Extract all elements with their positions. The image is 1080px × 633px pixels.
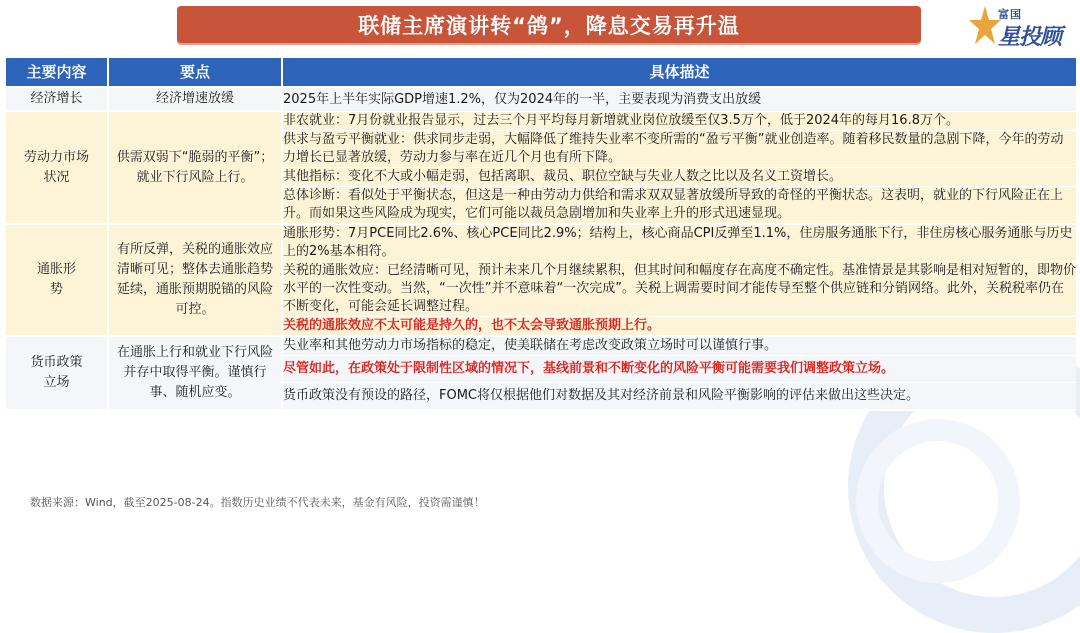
- inflation-desc-overview: 通胀形势：7月PCE同比2.6%、核心PCE同比2.9%；结构上，核心商品CPI反弹至1.1%，住房服务通胀下行，非住房核心服务通胀与历史上的2%基本相符。: [283, 225, 1076, 262]
- summary-table: [6, 58, 1076, 411]
- header-description: 具体描述: [283, 58, 1076, 88]
- logo-main-text: 星投顾: [998, 25, 1062, 50]
- inflation-desc-highlight: 关税的通胀效应不太可能是持久的，也不太会导致通胀预期上行。: [283, 317, 1076, 337]
- header-main-content: 主要内容: [6, 58, 109, 88]
- row-label-monetary: 货币政策立场: [6, 337, 109, 411]
- labor-desc-diagnosis: 总体诊断：看似处于平衡状态，但这是一种由劳动力供给和需求双双显著放缓所导致的奇怪的平衡状态。这表明，就业的下行风险正在上升。而如果这些风险成为现实，它们可能以裁员急剧增加和失业率上升的形式迅速显现。: [283, 187, 1076, 225]
- row-point-monetary: 在通胀上行和就业下行风险并存中取得平衡。谨慎行事、随机应变。: [109, 337, 283, 411]
- star-icon: [968, 4, 1002, 50]
- decorative-ring: [856, 419, 1020, 583]
- monetary-desc-fomc: 货币政策没有预设的路径，FOMC将仅根据他们对数据及其对经济前景和风险平衡影响的评估来做出这些决定。: [283, 383, 1076, 411]
- header-key-points: 要点: [109, 58, 283, 88]
- table-row-inflation: [6, 225, 1076, 262]
- data-source-footnote: 数据来源：Wind，截至2025-08-24。指数历史业绩不代表未来，基金有风险，投资需谨慎！: [30, 496, 485, 509]
- page-title: 联储主席演讲转“鸽”，降息交易再升温: [177, 6, 921, 43]
- economy-desc: 2025年上半年实际GDP增速1.2%，仅为2024年的一半，主要表现为消费支出放缓: [283, 88, 1076, 112]
- brand-logo: [968, 4, 1068, 52]
- labor-desc-nonfarm: 非农就业：7月份就业报告显示，过去三个月平均每月新增就业岗位放缓至仅3.5万个，低于2024年的每月16.8万个。: [283, 112, 1076, 131]
- row-point-inflation: 有所反弹，关税的通胀效应清晰可见；整体去通胀趋势延续，通胀预期脱锚的风险可控。: [109, 225, 283, 337]
- row-label-labor: 劳动力市场状况: [6, 112, 109, 225]
- table-row-labor: [6, 112, 1076, 131]
- monetary-desc-highlight: 尽管如此，在政策处于限制性区域的情况下，基线前景和不断变化的风险平衡可能需要我们调整政策立场。: [283, 356, 1076, 383]
- table-row-monetary: [6, 337, 1076, 356]
- table-header-row: [6, 58, 1076, 88]
- logo-top-text: 富国: [998, 8, 1022, 21]
- row-label-inflation: 通胀形势: [6, 225, 109, 337]
- inflation-desc-tariff: 关税的通胀效应：已经清晰可见，预计未来几个月继续累积，但其时间和幅度存在高度不确定性。基准情景是其影响是相对短暂的，即物价水平的一次性变动。当然，“一次性”并不意味着“一次完成”。关税上调需要时间才能传导至整个供应链和分销网络。此外，关税税率仍在不断变化，可能会延长调整过程。: [283, 262, 1076, 317]
- row-point-labor: 供需双弱下“脆弱的平衡”；就业下行风险上行。: [109, 112, 283, 225]
- row-label-economy: 经济增长: [6, 88, 109, 112]
- monetary-desc-stability: 失业率和其他劳动力市场指标的稳定，使美联储在考虑改变政策立场时可以谨慎行事。: [283, 337, 1076, 356]
- labor-desc-other-indicators: 其他指标：变化不大或小幅走弱，包括离职、裁员、职位空缺与失业人数之比以及名义工资增长。: [283, 168, 1076, 187]
- table-row-economy: [6, 88, 1076, 112]
- labor-desc-breakeven: 供求与盈亏平衡就业：供求同步走弱，大幅降低了维持失业率不变所需的“盈亏平衡”就业创造率。随着移民数量的急剧下降，今年的劳动力增长已显著放缓，劳动力参与率在近几个月也有所下降。: [283, 131, 1076, 168]
- row-point-economy: 经济增速放缓: [109, 88, 283, 112]
